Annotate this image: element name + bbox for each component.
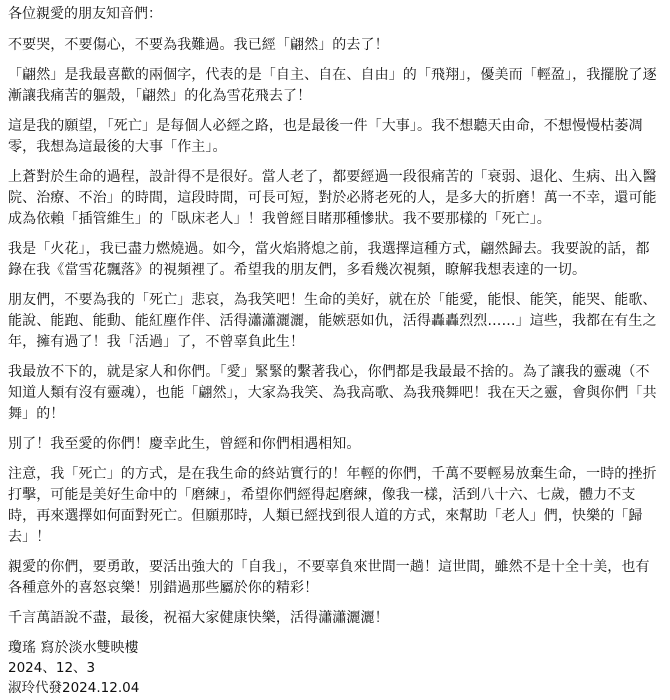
paragraph-10: 親愛的你們，要勇敢，要活出強大的「自我」，不要辜負來世間一趟！這世間，雖然不是十全十美，也有各種意外的喜怒哀樂！別錯過那些屬於你的精彩！ [8,559,650,596]
paragraph-4: 上蒼對於生命的過程，設計得不是很好。當人老了，都要經過一段很痛苦的「衰弱、退化、生病、出入醫院、治療、不治」的時間，這段時間，可長可短，對於必將老死的人，是多大的折磨！萬一不幸，還可能成為依賴「插管維生」的「臥床老人」！我曾經目睹那種慘狀。我不要那樣的「死亡」。 [8,169,657,227]
paragraph-1: 不要哭，不要傷心，不要為我難過。我已經「翩然」的去了！ [8,37,389,53]
paragraph-3: 這是我的願望，「死亡」是每個人必經之路，也是最後一件「大事」。我不想聽天由命，不想慢慢枯萎凋零，我想為這最後的大事「作主」。 [8,118,643,155]
paragraph-6: 朋友們，不要為我的「死亡」悲哀，為我笑吧！生命的美好，就在於「能愛，能恨、能笑，能哭、能歌、能說、能跑、能動、能紅塵作伴、活得瀟瀟灑灑，能嫉惡如仇，活得轟轟烈烈……」這些，我都在有生之年，擁有過了！我「活過」了，不曾辜負此生！ [8,292,657,350]
paragraph-11: 千言萬語說不盡，最後，祝福大家健康快樂，活得瀟瀟灑灑！ [8,610,389,626]
paragraph-8: 別了！我至愛的你們！慶幸此生，曾經和你們相遇相知。 [8,436,361,452]
paragraph-5: 我是「火花」，我已盡力燃燒過。如今，當火焰將熄之前，我選擇這種方式，翩然歸去。我要說的話，都錄在我《當雪花飄落》的視頻裡了。希望我的朋友們，多看幾次視頻，瞭解我想表達的一切。 [8,241,650,278]
proxy-note: 淑玲代發2024.12.04 [8,680,140,696]
paragraph-2: 「翩然」是我最喜歡的兩個字，代表的是「自主、自在、自由」的「飛翔」，優美而「輕盈」，我擺脫了逐漸讓我痛苦的軀殼，「翩然」的化為雪花飛去了！ [8,67,657,104]
paragraph-9: 注意，我「死亡」的方式，是在我生命的終站實行的！年輕的你們，千萬不要輕易放棄生命，一時的挫折打擊，可能是美好生命中的「磨練」，希望你們經得起磨練，像我一樣，活到八十六、七歲，體力不支時，再來選擇如何面對死亡。但願那時，人類已經找到很人道的方式，來幫助「老人」們，快樂的「歸去」！ [8,466,657,545]
letter-greeting: 各位親愛的朋友知音們： [8,6,162,22]
signature: 瓊瑤 寫於淡水雙映樓 [8,640,139,656]
paragraph-7: 我最放不下的，就是家人和你們。「愛」緊緊的繫著我心，你們都是我最最不捨的。為了讓我的靈魂（不知道人類有沒有靈魂），也能「翩然」，大家為我笑、為我高歌、為我飛舞吧！我在天之靈，會與你們「共舞」的！ [8,364,657,422]
signature-date: 2024、12、3 [8,660,96,676]
